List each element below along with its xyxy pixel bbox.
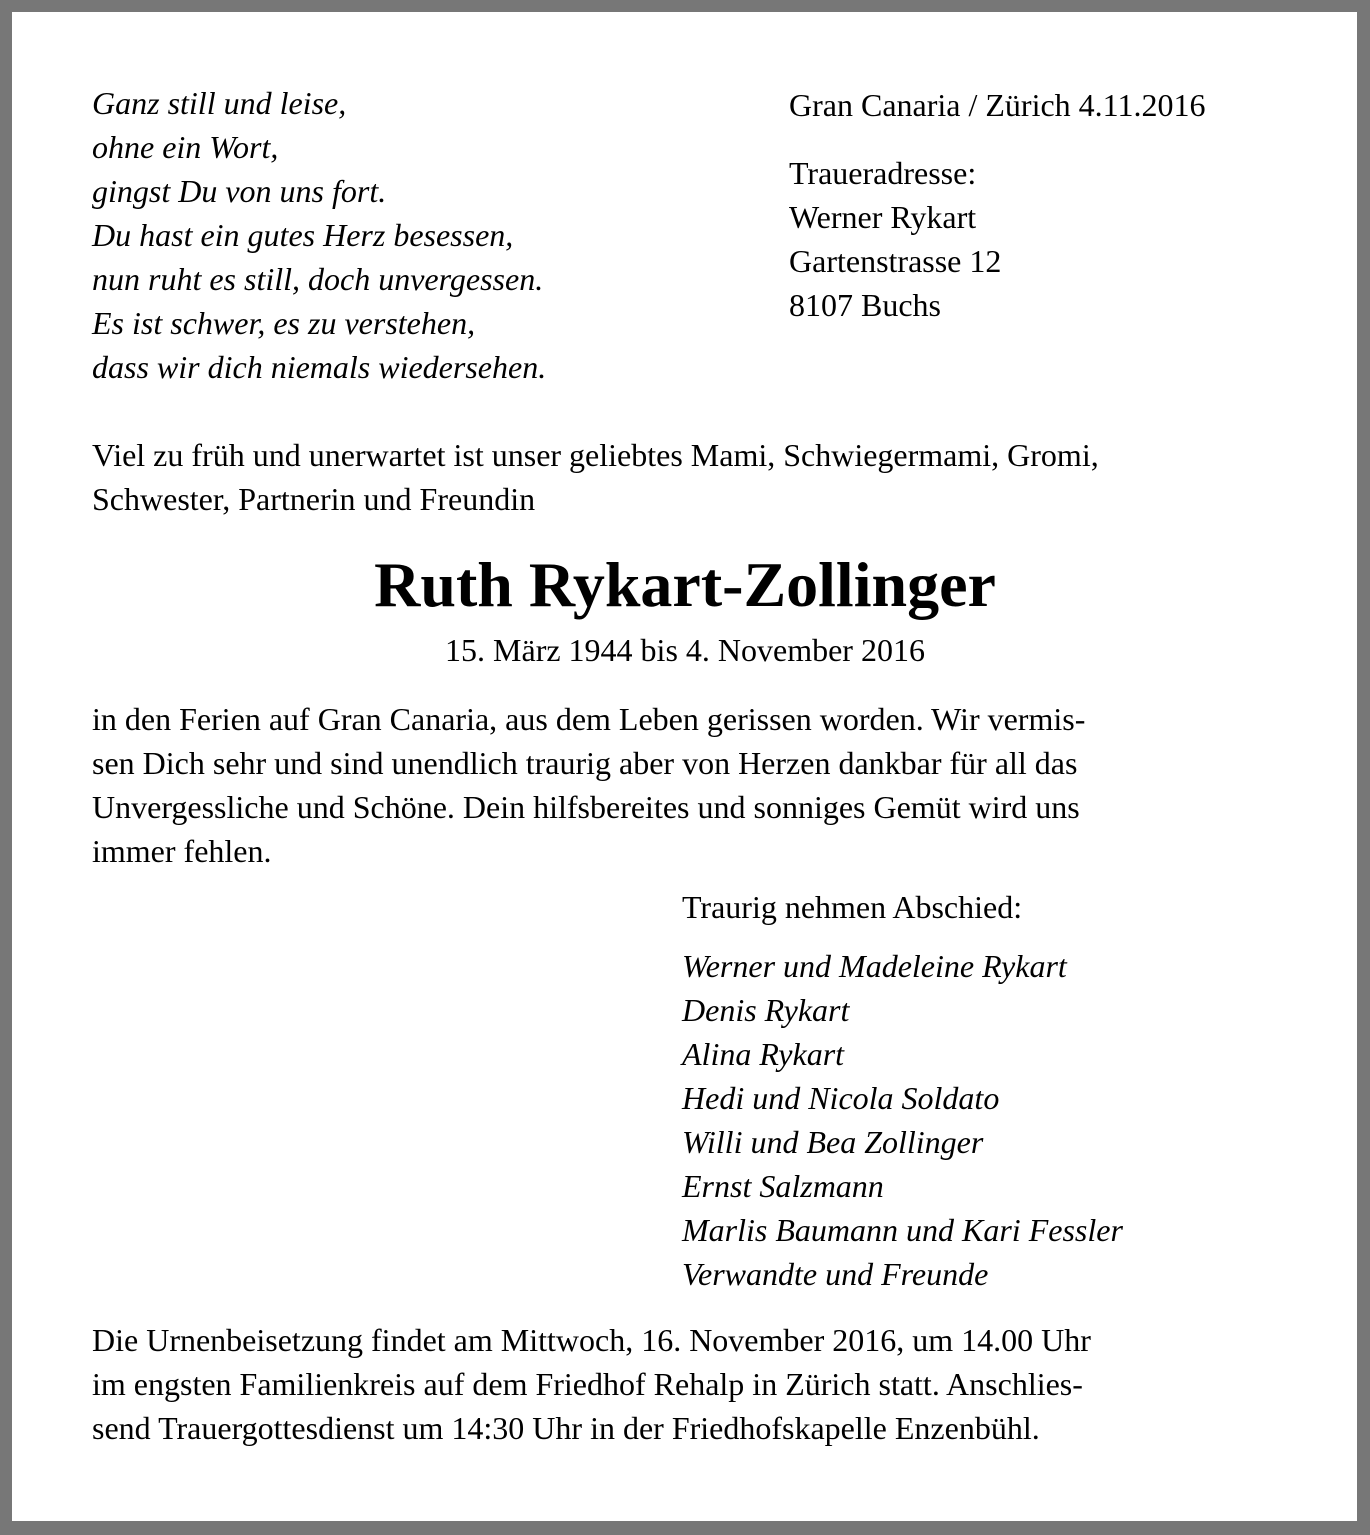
poem-line: nun ruht es still, doch unvergessen. bbox=[92, 261, 544, 297]
deceased-name: Ruth Rykart-Zollinger bbox=[374, 549, 996, 620]
mourner: Verwandte und Freunde bbox=[682, 1256, 989, 1292]
farewell-heading: Traurig nehmen Abschied: bbox=[682, 889, 1023, 925]
poem-line: dass wir dich niemals wiedersehen. bbox=[92, 349, 547, 385]
intro-line: Viel zu früh und unerwartet ist unser geliebtes Mami, Schwiegermami, Gromi, bbox=[92, 437, 1099, 473]
body-line: sen Dich sehr und sind unendlich traurig aber von Herzen dankbar für all das bbox=[92, 745, 1078, 781]
address-line: Werner Rykart bbox=[789, 199, 977, 235]
body-line: Unvergessliche und Schöne. Dein hilfsbereites und sonniges Gemüt wird uns bbox=[92, 789, 1080, 825]
address-line: Gartenstrasse 12 bbox=[789, 243, 1002, 279]
poem-line: Du hast ein gutes Herz besessen, bbox=[92, 217, 514, 253]
mourner: Willi und Bea Zollinger bbox=[682, 1124, 984, 1160]
mourner: Hedi und Nicola Soldato bbox=[682, 1080, 1000, 1116]
closing-line: im engsten Familienkreis auf dem Friedhof Rehalp in Zürich statt. Anschlies- bbox=[92, 1366, 1083, 1402]
mourner: Denis Rykart bbox=[682, 992, 850, 1028]
closing-line: Die Urnenbeisetzung findet am Mittwoch, 16. November 2016, um 14.00 Uhr bbox=[92, 1322, 1091, 1358]
place-date: Gran Canaria / Zürich 4.11.2016 bbox=[789, 87, 1206, 123]
closing-line: send Trauergottesdienst um 14:30 Uhr in der Friedhofskapelle Enzenbühl. bbox=[92, 1410, 1040, 1446]
body-line: in den Ferien auf Gran Canaria, aus dem Leben gerissen worden. Wir vermis- bbox=[92, 701, 1086, 737]
address-line: 8107 Buchs bbox=[789, 287, 941, 323]
mourner: Marlis Baumann und Kari Fessler bbox=[682, 1212, 1123, 1248]
life-dates: 15. März 1944 bis 4. November 2016 bbox=[445, 632, 925, 668]
poem-line: ohne ein Wort, bbox=[92, 129, 279, 165]
poem-line: Es ist schwer, es zu verstehen, bbox=[92, 305, 476, 341]
intro-line: Schwester, Partnerin und Freundin bbox=[92, 481, 536, 517]
address-line: Traueradresse: bbox=[789, 155, 977, 191]
mourner: Werner und Madeleine Rykart bbox=[682, 948, 1067, 984]
mourner: Ernst Salzmann bbox=[682, 1168, 884, 1204]
body-line: immer fehlen. bbox=[92, 833, 272, 869]
mourner: Alina Rykart bbox=[682, 1036, 845, 1072]
poem-line: Ganz still und leise, bbox=[92, 85, 347, 121]
poem-line: gingst Du von uns fort. bbox=[92, 173, 387, 209]
